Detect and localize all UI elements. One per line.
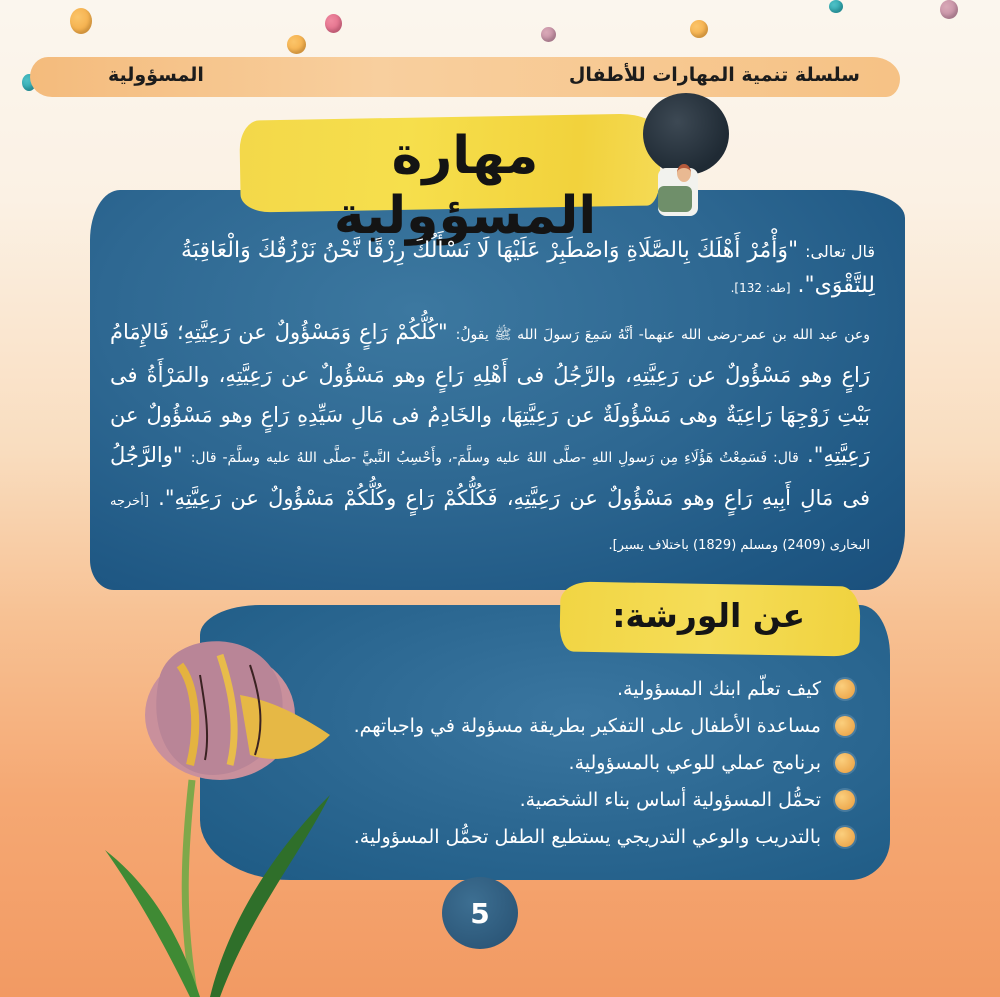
chapter-title: المسؤولية [108,64,204,86]
orange-ball-bullet-icon [835,753,855,773]
verse-reference: [طه: 132]. [730,281,791,295]
verse-text-line1: "وَأْمُرْ أَهْلَكَ بِالصَّلَاةِ وَاصْطَبِرْ عَلَيْهَا لَا نَسْأَلُكَ رِزْقًا نَّحْنُ نَرْزُقُكَ وَالْعَاقِبَةُ [181,238,799,263]
person-head-shape [677,164,691,182]
boulder-shape [643,93,729,175]
tulip-flower-icon [100,615,360,997]
list-item [315,818,855,855]
decorative-dot [690,20,708,38]
list-item-text: تحمُّل المسؤولية أساس بناء الشخصية. [519,788,821,811]
hadith-text [110,312,870,566]
page-title: مهارة المسؤولية [333,126,597,246]
list-item-text: برنامج عملي للوعي بالمسؤولية. [568,751,821,774]
list-item [315,744,855,781]
decorative-dot [325,14,342,33]
list-item [315,707,855,744]
verse-text-line2: لِلتَّقْوَى". [797,273,875,298]
list-item-text: بالتدريب والوعي التدريجي يستطيع الطفل تحمُّل المسؤولية. [353,825,821,848]
workshop-list [315,670,855,855]
decorative-dot [940,0,958,19]
list-item [315,670,855,707]
page-number: 5 [442,877,518,949]
orange-ball-bullet-icon [835,790,855,810]
hadith-mid: قال: فَسَمِعْتُ هَؤُلَاءِ مِن رَسولِ اللهِ -صلَّى اللهُ عليه وسلَّمَ-، وأَحْسِبُ النَّبيَّ -صلَّى اللهُ عليه وسلَّمَ- قال: [190,450,799,466]
hadith-intro: وعن عبد الله بن عمر-رضى الله عنهما- أنَّهُ سَمِعَ رَسولَ الله ﷺ يقولُ: [455,327,870,343]
workshop-title: عن الورشة: [612,596,805,635]
list-item [315,781,855,818]
person-legs-shape [658,186,692,212]
series-title: سلسلة تنمية المهارات للأطفال [568,64,860,86]
hadith-source: [أخرجه البخارى (2409) ومسلم (1829) باختلاف يسير]. [110,494,870,553]
hadith-body: "كُلُّكُمْ رَاعٍ وَمَسْؤُولٌ عن رَعِيَّتِهِ؛ فَالإِمَامُ رَاعٍ وهو مَسْؤُولٌ عن رَعِيَّتِهِ، والرَّجُلُ فى أَهْلِهِ رَاعٍ وهو مَسْؤُولٌ عن رَعِيَّتِهِ، والمَرْأَةُ فى بَيْتِ زَوْجِهَا رَاعِيَةٌ وهى مَسْؤُولَةٌ عن رَعِيَّتِهَا، والخَادِمُ فى مَالِ سَيِّدِهِ رَاعٍ وهو مَسْؤُولٌ عن رَعِيَّتِهِ". [110,320,870,467]
decorative-dot [829,0,843,13]
hadith-body-2: "والرَّجُلُ فى مَالِ أَبِيهِ رَاعٍ وهو مَسْؤُولٌ عن رَعِيَّتِهِ، فَكُلُّكُمْ رَاعٍ وكُلُّكُمْ مَسْؤُولٌ عن رَعِيَّتِهِ". [110,443,870,510]
list-item-text: مساعدة الأطفال على التفكير بطريقة مسؤولة في واجباتهم. [353,714,821,737]
orange-ball-bullet-icon [835,716,855,736]
orange-ball-bullet-icon [835,827,855,847]
orange-ball-bullet-icon [835,679,855,699]
decorative-dot [287,35,306,54]
verse-intro: قال تعالى: [805,242,875,261]
list-item-text: كيف تعلّم ابنك المسؤولية. [616,677,821,700]
quran-verse [115,234,875,305]
decorative-dot [70,8,92,34]
decorative-dot [541,27,556,42]
